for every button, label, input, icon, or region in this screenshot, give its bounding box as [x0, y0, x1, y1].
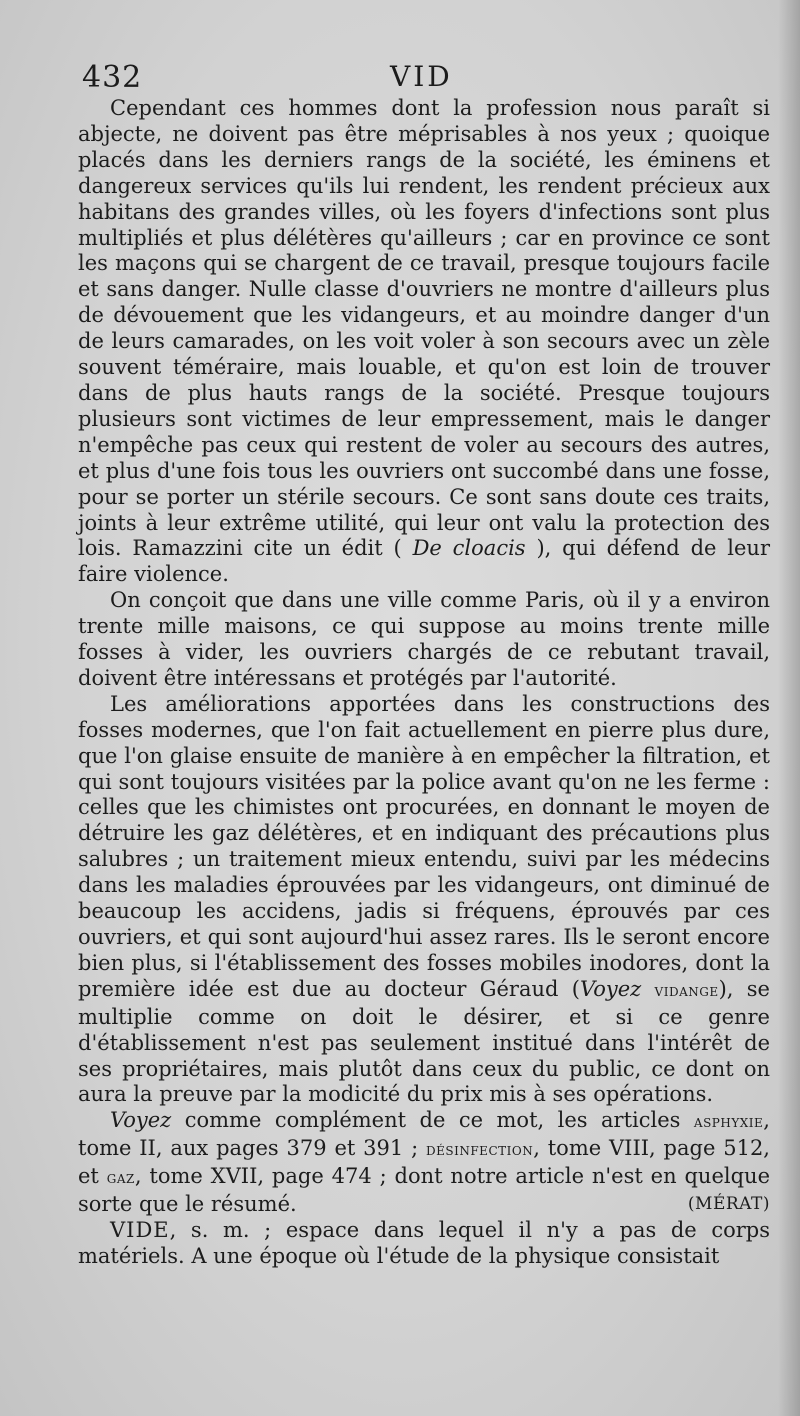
cross-ref-gaz: gaz	[106, 1168, 135, 1189]
paragraph-5	[78, 1218, 770, 1270]
author-signature: (MÉRAT)	[687, 1194, 770, 1215]
paragraph-3-text-a: Les améliorations apportées dans les constructions des fosses modernes, que l'on fait actuellement en pierre plus dure, que l'on glaise ensuite de manière à en empêcher la filtration, et qui sont toujours visitées par la police avant qu'on ne les ferme : celles que les chimistes ont procurées, en donnant le moyen de détruire les gaz délétères, et en indiquant des précautions plus salubres ; un traitement mieux entendu, suivi par les médecins dans les maladies éprouvées par les vidangeurs, ont diminué de beaucoup les accidens, jadis si fréquens, éprouvés par ces ouvriers, et qui sont aujourd'hui assez rares. Ils le seront encore bien plus, si l'établissement des fosses mobiles inodores, dont la première idée est due au docteur Géraud (	[78, 691, 770, 1001]
page-header	[82, 60, 760, 96]
paragraph-3-text-b: ), se multiplie comme on doit le désirer, et si ce genre d'établissement n'est pas seulement institué dans l'intérêt de ses propriétaires, mais plutôt dans ceux du public, ce dont on aura la preuve par la modicité du prix mis à ses opérations.	[78, 976, 770, 1107]
paragraph-1-text: Cependant ces hommes dont la profession nous paraît si abjecte, ne doivent pas être méprisables à nos yeux ; quoique placés dans les derniers rangs de la société, les éminens et dangereux services qu'ils lui rendent, les rendent précieux aux habitans des grandes villes, où les foyers d'infections sont plus multipliés et plus délétères qu'ailleurs ; car en province ce sont les maçons qui se chargent de ce travail, presque toujours facile et sans danger. Nulle classe d'ouvriers ne montre d'ailleurs plus de dévouement que les vidangeurs, et au moindre danger d'un de leurs camarades, on les voit voler à son secours avec un zèle souvent téméraire, mais louable, et qu'on est loin de trouver dans de plus hauts rangs de la société. Presque toujours plusieurs sont victimes de leur empressement, mais le danger n'empêche pas ceux qui restent de voler au secours des autres, et plus d'une fois tous les ouvriers ont succombé dans une fosse, pour se porter un stérile secours. Ce sont sans doute ces traits, joints à leur extrême utilité, qui leur ont valu la protection des lois. Ramazzini cite un édit (	[78, 96, 770, 561]
running-head: VID	[390, 60, 453, 93]
page-number: 432	[82, 60, 143, 95]
paragraph-5-text: , s. m. ; espace dans lequel il n'y a pas de corps matériels. A une époque où l'étude de la physique consistait	[78, 1217, 770, 1268]
cross-ref-desinfection: désinfection	[426, 1140, 534, 1161]
body-text	[78, 96, 770, 1270]
entry-headword: VIDE	[110, 1217, 170, 1242]
paragraph-4-text-a: comme complément de ce mot, les articles	[184, 1108, 681, 1133]
paragraph-4-text-d: , tome XVII, page 474 ; dont notre article n'est en quelque sorte que le résumé.	[78, 1164, 770, 1217]
paragraph-1	[78, 96, 770, 588]
paragraph-1-end: ), qui défend de leur faire violence.	[78, 536, 770, 587]
paragraph-2-text: On conçoit que dans une ville comme Paris, où il y a environ trente mille maisons, ce qui suppose au moins trente mille fosses à vider, les ouvriers chargés de ce rebutant travail, doivent être intéressans et protégés par l'autorité.	[78, 588, 770, 690]
paragraph-4	[78, 1108, 770, 1218]
paragraph-3	[78, 692, 770, 1109]
cross-ref-voyez-2: Voyez	[110, 1108, 172, 1133]
paragraph-4-text-c: , tome VIII, page 512, et	[78, 1136, 770, 1189]
paragraph-4-text-b: , tome II, aux pages 379 et 391 ;	[78, 1108, 770, 1161]
cross-ref-asphyxie: asphyxie	[693, 1112, 764, 1133]
latin-title: De cloacis	[412, 536, 526, 561]
cross-ref-voyez: Voyez	[579, 976, 642, 1001]
page-edge-shadow	[778, 0, 800, 1416]
cross-ref-vidange: vidange	[654, 980, 719, 1001]
paragraph-2	[78, 588, 770, 692]
